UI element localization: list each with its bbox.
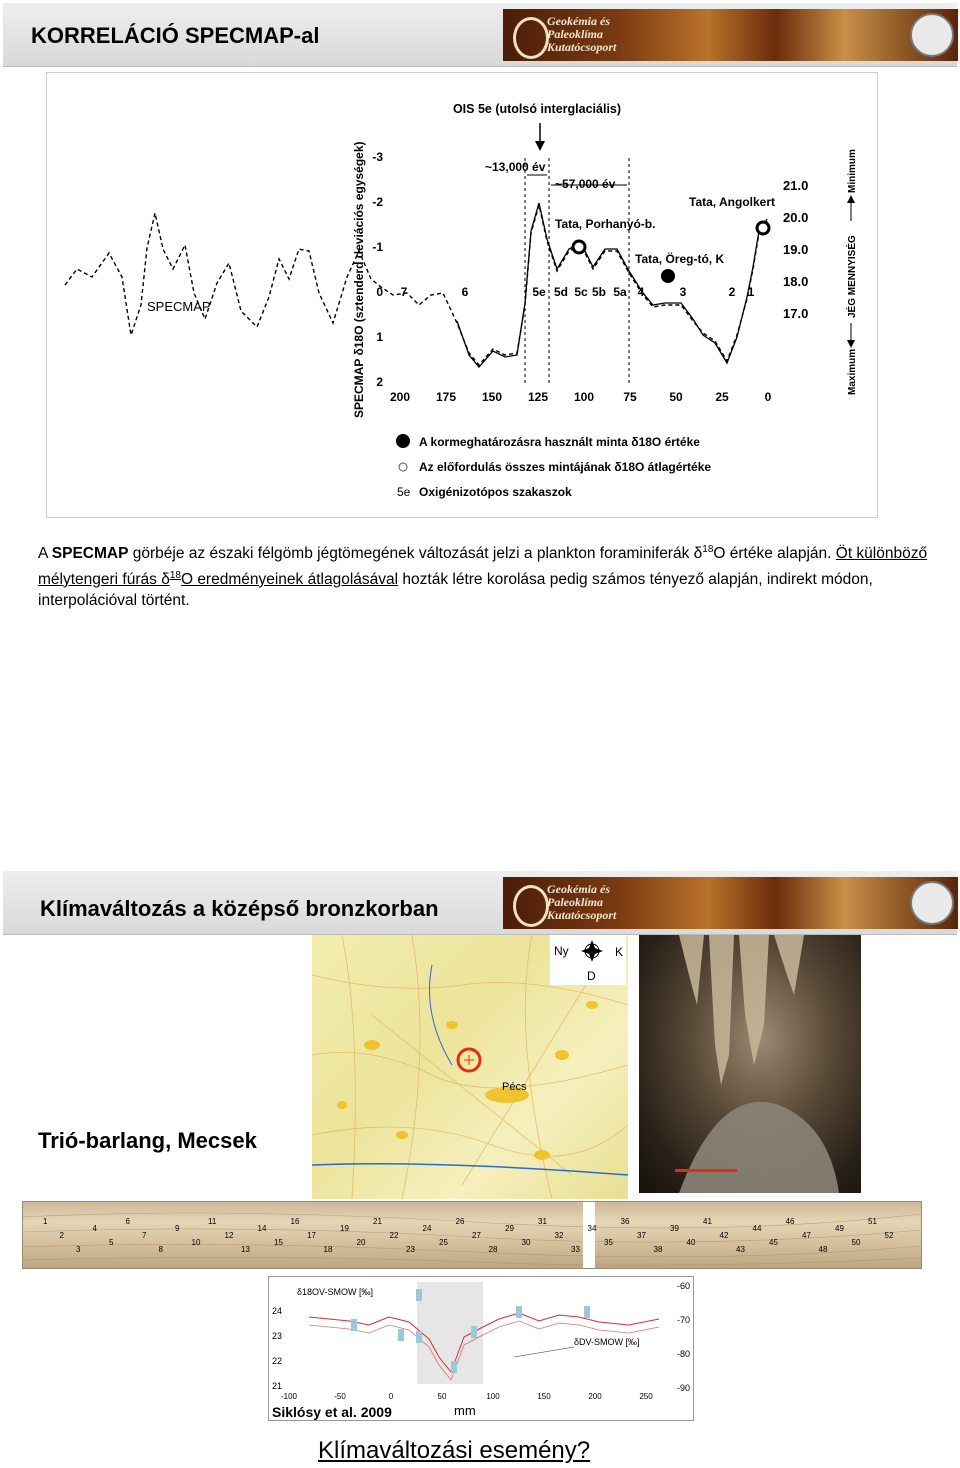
right-tick: 18.0: [783, 274, 809, 289]
core-number: 29: [505, 1224, 514, 1233]
right-tick: 20.0: [783, 210, 809, 225]
x-tick: -100: [280, 1392, 298, 1401]
core-number: 10: [191, 1238, 201, 1247]
core-number: 43: [736, 1245, 745, 1254]
x-tick: 150: [481, 390, 503, 404]
x-tick: 200: [389, 390, 411, 404]
core-number: 33: [571, 1245, 580, 1254]
core-number: 16: [290, 1217, 300, 1226]
right-tick: 19.0: [783, 242, 809, 257]
site1-label: Tata, Porhanyó-b.: [555, 217, 656, 231]
core-number: 37: [637, 1231, 646, 1240]
core-number: 21: [373, 1217, 382, 1226]
left-tick: 21: [272, 1381, 283, 1391]
error-bar-icon: [398, 1329, 404, 1341]
marker-porhanyo: [573, 241, 585, 253]
research-group-logo: [503, 9, 958, 61]
right-tick: 21.0: [783, 178, 809, 193]
core-number: 41: [703, 1217, 712, 1226]
x-tick: 25: [715, 390, 729, 404]
specmap-dashed-curve: [65, 205, 767, 365]
x-axis-unit: mm: [454, 1403, 476, 1418]
core-number: 47: [802, 1231, 811, 1240]
stage-label: 7: [400, 285, 408, 299]
title-arrow-head: [535, 141, 545, 151]
stage-label: 5b: [591, 285, 607, 299]
chart-title: OIS 5e (utolsó interglaciális): [452, 102, 622, 116]
y-tick: -3: [372, 150, 383, 164]
legend-stage-text: Oxigénizotópos szakaszok: [419, 485, 572, 499]
x-tick: 75: [623, 390, 637, 404]
para-sup1: 18: [702, 544, 714, 555]
core-number: 27: [472, 1231, 481, 1240]
core-number: 46: [785, 1217, 795, 1226]
stage-labels: [401, 285, 755, 299]
right-tick: 17.0: [783, 306, 809, 321]
y-tick: -1: [372, 240, 383, 254]
x-tick: 0: [388, 1392, 394, 1401]
compass-south: D: [587, 969, 596, 983]
compass-east: K: [615, 945, 624, 959]
site3-label: Tata, Öreg-tó, K: [635, 252, 725, 266]
stalagmite-core: [22, 1201, 922, 1269]
core-number: 30: [521, 1238, 531, 1247]
error-bar-icon: [451, 1361, 457, 1373]
core-number: 17: [307, 1231, 316, 1240]
x-tick: 150: [537, 1392, 551, 1401]
core-number: 22: [389, 1231, 399, 1240]
error-bar-icon: [471, 1326, 477, 1338]
core-number: 38: [653, 1245, 663, 1254]
isotope-graph: [268, 1276, 694, 1421]
core-number: 15: [274, 1238, 283, 1247]
error-bar-icon: [516, 1306, 522, 1318]
core-sample-numbers: [43, 1217, 894, 1254]
right-label-ice: JÉG MENNYISÉG: [847, 235, 858, 318]
para-underlined2: O eredményeinek átlagolásával: [180, 570, 399, 588]
core-number: 34: [587, 1224, 597, 1233]
core-number: 51: [868, 1217, 877, 1226]
marker-oreg-to: [661, 269, 675, 283]
description-paragraph: [38, 539, 933, 612]
para-specmap: SPECMAP: [51, 545, 129, 563]
core-number: 14: [257, 1224, 267, 1233]
citation: Siklósy et al. 2009: [272, 1404, 392, 1420]
x-tick: 250: [639, 1392, 653, 1401]
right-tick-labels: [677, 1281, 690, 1393]
legend-stage-key: 5e: [397, 485, 411, 499]
core-number: 42: [719, 1231, 729, 1240]
legend-open-icon: [399, 463, 407, 471]
y-tick-labels: [372, 150, 383, 389]
y-tick: 1: [376, 330, 383, 344]
scale-bar: [675, 1169, 737, 1172]
core-number: 23: [406, 1245, 415, 1254]
legend-open-text: Az előfordulás összes mintájának δ18O átlagértéke: [419, 460, 712, 474]
left-tick: 22: [272, 1356, 283, 1366]
core-number: 7: [142, 1231, 147, 1240]
core-number: 31: [538, 1217, 547, 1226]
x-tick: 50: [669, 390, 683, 404]
core-number: 26: [455, 1217, 465, 1226]
core-number: 24: [422, 1224, 432, 1233]
core-number: 25: [439, 1238, 448, 1247]
stage-label: 2: [728, 285, 736, 299]
y-axis-label: SPECMAP δ18O (sztenderd deviációs egységek): [352, 141, 366, 418]
isotope-svg: [269, 1277, 693, 1420]
para-sup2: 18: [169, 569, 181, 581]
university-seal-icon-2: [910, 881, 954, 925]
core-number: 12: [224, 1231, 234, 1240]
core-number: 39: [670, 1224, 679, 1233]
location-map: [312, 935, 628, 1199]
site2-label: Tata, Angolkert: [689, 195, 776, 209]
core-number: 5: [109, 1238, 114, 1247]
y-tick: -2: [372, 195, 383, 209]
university-seal-icon: [910, 13, 954, 57]
para-underlined1: Öt különböző mélytengeri fúrás δ: [38, 545, 928, 588]
legend-filled-icon: [396, 434, 410, 448]
x-tick: 175: [435, 390, 457, 404]
para-part3: görbéje az északi félgömb jégtömegének változását jelzi a plankton foraminiferák δ: [128, 545, 703, 563]
error-bar-icon: [416, 1331, 422, 1343]
stage-label: 4: [637, 285, 645, 299]
para-part7: hozták létre korolása pedig számos tényező alapján, indirekt módon, interpolációval történt.: [38, 570, 873, 610]
error-bar-icon: [351, 1319, 357, 1331]
left-tick: 24: [272, 1306, 283, 1316]
core-number: 19: [340, 1224, 349, 1233]
legend-filled-text: A kormeghatározásra használt minta δ18O értéke: [419, 435, 700, 449]
x-tick: 100: [573, 390, 595, 404]
x-tick-labels: [281, 1392, 653, 1401]
core-number: 28: [488, 1245, 498, 1254]
right-tick-labels: [783, 178, 808, 321]
specmap-svg: [47, 73, 877, 517]
core-number: 45: [769, 1238, 778, 1247]
series2-label: δDV-SMOW [‰]: [574, 1337, 640, 1347]
core-number: 9: [175, 1224, 180, 1233]
city-label: Pécs: [502, 1081, 527, 1093]
x-tick: 200: [588, 1392, 602, 1401]
para-part1: A: [38, 545, 52, 563]
core-number: 13: [241, 1245, 250, 1254]
logo-mark-icon-2: [513, 885, 549, 927]
core-number: 35: [604, 1238, 613, 1247]
series1-label: δ18OV-SMOW [‰]: [297, 1287, 374, 1297]
logo-mark-icon: [513, 17, 549, 59]
cave-photo: [639, 935, 861, 1193]
x-tick: 125: [527, 390, 549, 404]
core-number: 20: [356, 1238, 366, 1247]
x-tick-labels: [390, 390, 772, 404]
core-number: 36: [620, 1217, 630, 1226]
core-number: 49: [835, 1224, 844, 1233]
left-tick: 23: [272, 1331, 283, 1341]
core-number: 1: [43, 1217, 48, 1226]
age2-label: ~57,000 év: [555, 177, 616, 191]
para-part4: O értéke alapján.: [713, 545, 836, 563]
logo-text: Geokémia és Paleoklíma Kutatócsoport: [547, 14, 617, 54]
marker-angolkert: [757, 222, 769, 234]
right-tick: -80: [677, 1349, 691, 1359]
error-bar-icon: [416, 1289, 422, 1301]
research-group-logo-2: [503, 877, 958, 929]
x-tick: 50: [437, 1392, 447, 1401]
map-svg: [312, 935, 628, 1199]
stage-label: 5d: [553, 285, 569, 299]
left-tick-labels: [272, 1306, 282, 1391]
right-arrow-down-head: [847, 340, 855, 348]
core-number: 32: [554, 1231, 564, 1240]
compass-west: Ny: [554, 944, 569, 958]
stage-label: 5a: [613, 285, 627, 299]
slide2-title: Klímaváltozás a középső bronzkorban: [40, 896, 439, 921]
age1-label: ~13,000 év: [485, 160, 546, 174]
x-tick: 100: [486, 1392, 500, 1401]
logo-text-2: Geokémia és Paleoklíma Kutatócsoport: [547, 882, 617, 922]
right-tick: -90: [677, 1383, 691, 1393]
dd-curve: [309, 1321, 659, 1380]
core-number: 18: [323, 1245, 333, 1254]
stage-label: 6: [461, 285, 469, 299]
core-number: 52: [884, 1231, 894, 1240]
core-gap: [583, 1202, 595, 1268]
core-number: 3: [76, 1245, 81, 1254]
x-tick: 0: [764, 390, 772, 404]
right-arrow-up-head: [847, 195, 855, 203]
core-number: 11: [208, 1217, 217, 1226]
right-label-maximum: Maximum: [847, 348, 858, 395]
stage-label: 5e: [532, 285, 546, 299]
series-label: SPECMAP: [147, 299, 211, 314]
core-number: 44: [752, 1224, 762, 1233]
right-tick: -70: [677, 1315, 691, 1325]
specmap-chart: [46, 72, 878, 518]
core-number: 6: [125, 1217, 130, 1226]
y-tick: 0: [376, 285, 383, 299]
x-tick: -50: [334, 1392, 346, 1401]
stage-label: 3: [679, 285, 687, 299]
cave-label: Trió-barlang, Mecsek: [38, 1128, 257, 1153]
cave-svg: [639, 935, 861, 1193]
core-svg: [23, 1202, 921, 1268]
core-number: 40: [686, 1238, 696, 1247]
core-number: 8: [158, 1245, 163, 1254]
slide1-title: KORRELÁCIÓ SPECMAP-al: [31, 23, 320, 48]
core-number: 2: [59, 1231, 64, 1240]
core-number: 48: [818, 1245, 828, 1254]
y-tick: 2: [376, 375, 383, 389]
closing-question: Klímaváltozási esemény?: [318, 1437, 591, 1464]
right-tick: -60: [677, 1281, 691, 1291]
error-bar-icon: [584, 1306, 590, 1318]
core-number: 50: [851, 1238, 861, 1247]
stage-label: 1: [747, 285, 755, 299]
stage-label: 5c: [574, 285, 588, 299]
slide1-banner: [3, 3, 957, 67]
right-label-minimum: Minimum: [847, 149, 858, 193]
core-number: 4: [92, 1224, 97, 1233]
